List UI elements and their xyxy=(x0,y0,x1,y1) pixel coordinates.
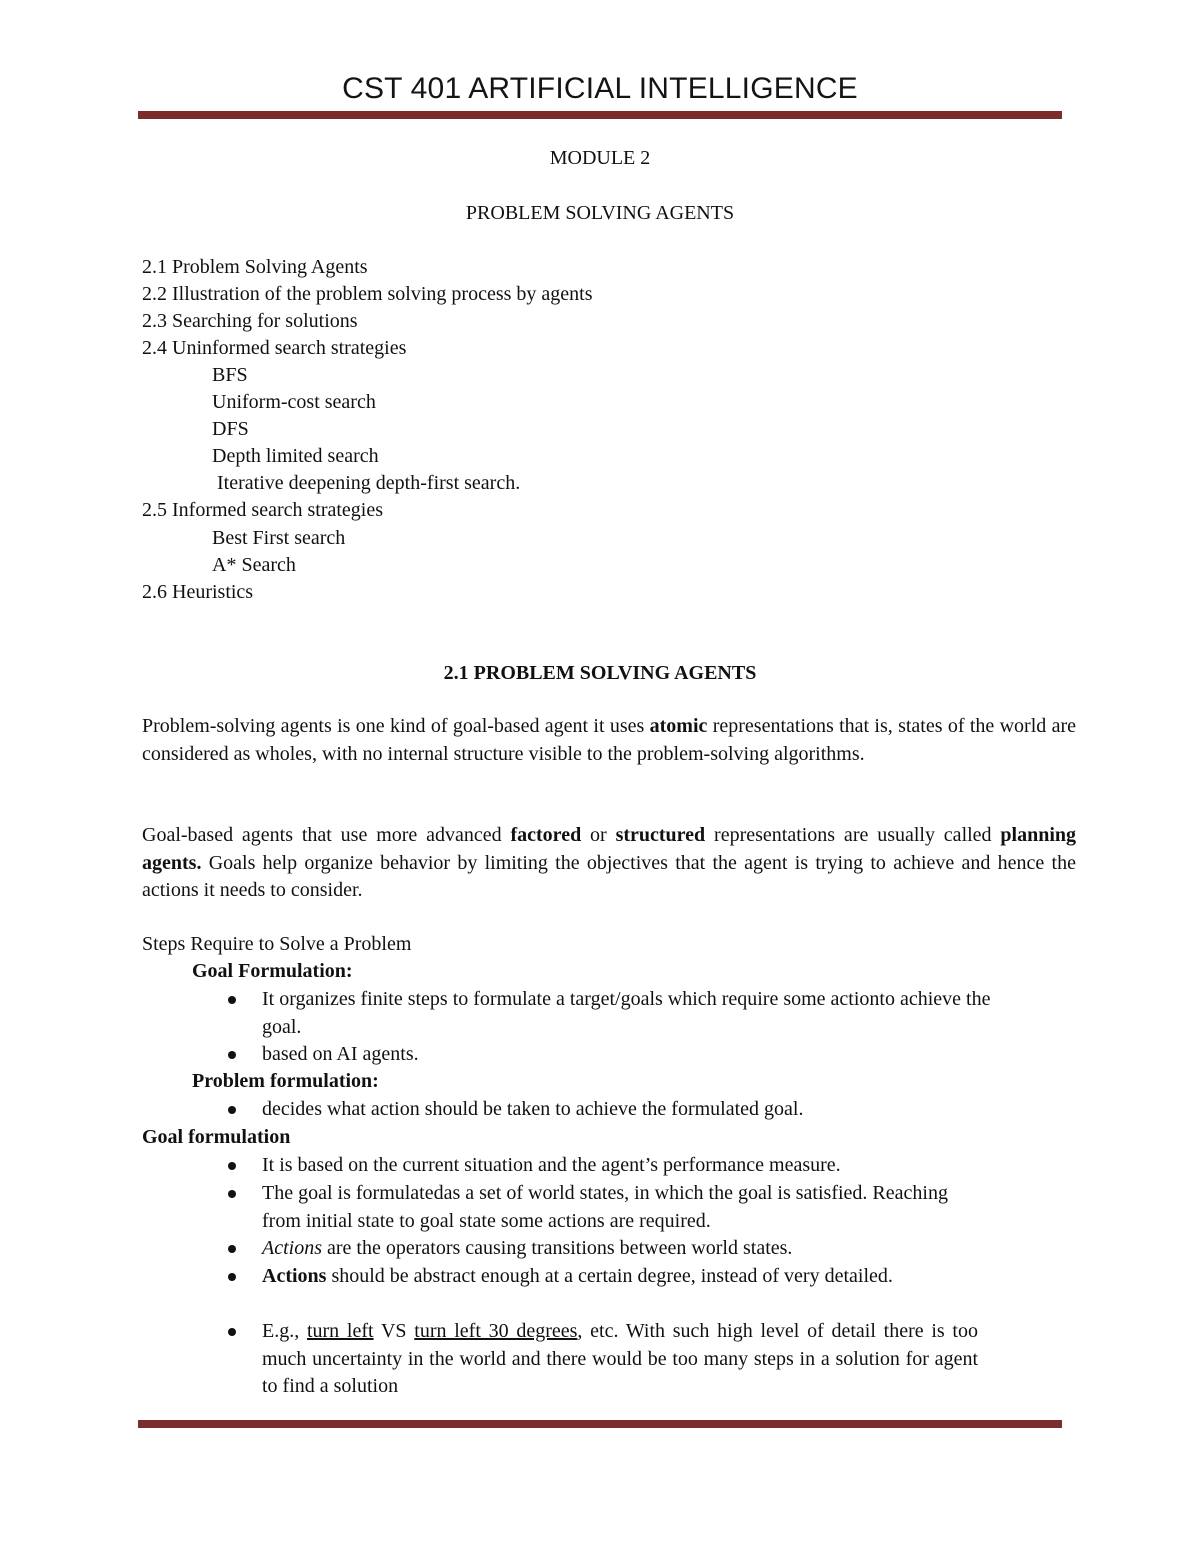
toc-item: 2.6 Heuristics xyxy=(142,581,254,603)
toc-subitem: Iterative deepening depth-first search. xyxy=(217,472,521,494)
bullet-text: The goal is formulatedas a set of world states, in which the goal is satisfied. Reaching from initial state to goal state some actions are required. xyxy=(262,1182,948,1232)
p1-bold-atomic: atomic xyxy=(649,715,708,737)
p2-text: Goals help organize behavior by limiting the objectives that the agent is trying to achieve and hence the actions it needs to consider. xyxy=(142,851,1076,901)
toc-subitem: DFS xyxy=(212,418,249,440)
bullet-text: It organizes finite steps to formulate a target/goals which require some actionto achieve the goal. xyxy=(262,988,991,1038)
bullet-text-actions xyxy=(262,1235,792,1263)
toc-subitem: Uniform-cost search xyxy=(212,391,376,413)
p1-text: Problem-solving agents is one kind of goal-based agent it uses xyxy=(142,715,650,737)
underlined-turn-left: turn left xyxy=(306,1320,374,1342)
p2-text: Goal-based agents that use more advanced xyxy=(142,824,511,846)
toc-subitem: Depth limited search xyxy=(212,445,379,467)
toc-item: 2.1 Problem Solving Agents xyxy=(142,256,368,278)
bullet-icon xyxy=(228,1106,236,1114)
p2-bold-structured: structured xyxy=(615,824,706,846)
bold-actions: Actions xyxy=(262,1265,327,1287)
bullet-text: VS xyxy=(373,1320,415,1342)
bullet-text: should be abstract enough at a certain degree, instead of very detailed. xyxy=(326,1265,893,1287)
toc-item: 2.3 Searching for solutions xyxy=(142,310,358,332)
bullet-text-actions-abstract xyxy=(262,1263,978,1291)
toc-subitem: Best First search xyxy=(212,527,346,549)
bullet-icon xyxy=(228,1190,236,1198)
section-heading: 2.1 PROBLEM SOLVING AGENTS xyxy=(443,662,757,684)
p2-text: or xyxy=(581,824,616,846)
goal-formulation-heading: Goal Formulation: xyxy=(192,960,353,982)
italic-actions: Actions xyxy=(262,1237,322,1259)
module-label: MODULE 2 xyxy=(549,147,651,169)
p1-text: representations that is, states of the world are considered as wholes, with no internal structure visible to the problem-solving algorithms. xyxy=(142,715,1076,765)
p2-bold-planning-agents: planning agents. xyxy=(142,824,1077,874)
underlined-turn-left-30: turn left 30 degrees xyxy=(414,1320,578,1342)
goal-formulation-section-heading: Goal formulation xyxy=(142,1126,291,1148)
problem-formulation-heading: Problem formulation: xyxy=(192,1070,379,1092)
toc-subitem: A* Search xyxy=(212,554,296,576)
footer-divider xyxy=(138,1420,1062,1428)
bullet-text: based on AI agents. xyxy=(262,1043,419,1065)
page-header-title: CST 401 ARTIFICIAL INTELLIGENCE xyxy=(342,72,858,105)
paragraph-problem-solving xyxy=(142,713,1076,768)
p2-text: representations are usually called xyxy=(705,824,1001,846)
bullet-text-example xyxy=(262,1318,978,1401)
paragraph-goal-based xyxy=(142,822,1076,905)
bullet-text: , etc. With such high level of detail there is too much uncertainty in the world and there would be too many steps in a solution for agent to find a solution xyxy=(262,1320,978,1397)
bullet-icon xyxy=(228,1273,236,1281)
steps-title: Steps Require to Solve a Problem xyxy=(142,933,412,955)
toc-item: 2.5 Informed search strategies xyxy=(142,499,384,521)
toc-item: 2.4 Uninformed search strategies xyxy=(142,337,407,359)
bullet-text: decides what action should be taken to achieve the formulated goal. xyxy=(262,1098,804,1120)
bullet-text: are the operators causing transitions between world states. xyxy=(322,1237,793,1259)
bullet-icon xyxy=(228,1245,236,1253)
bullet-icon xyxy=(228,1328,236,1336)
bullet-icon xyxy=(228,1162,236,1170)
bullet-text: E.g., xyxy=(262,1320,307,1342)
bullet-icon xyxy=(228,996,236,1004)
toc-item: 2.2 Illustration of the problem solving process by agents xyxy=(142,283,593,305)
bullet-icon xyxy=(228,1051,236,1059)
p2-bold-factored: factored xyxy=(510,824,582,846)
module-title: PROBLEM SOLVING AGENTS xyxy=(465,202,735,224)
bullet-text: It is based on the current situation and the agent’s performance measure. xyxy=(262,1154,841,1176)
toc-subitem: BFS xyxy=(212,364,248,386)
header-divider xyxy=(138,111,1062,119)
